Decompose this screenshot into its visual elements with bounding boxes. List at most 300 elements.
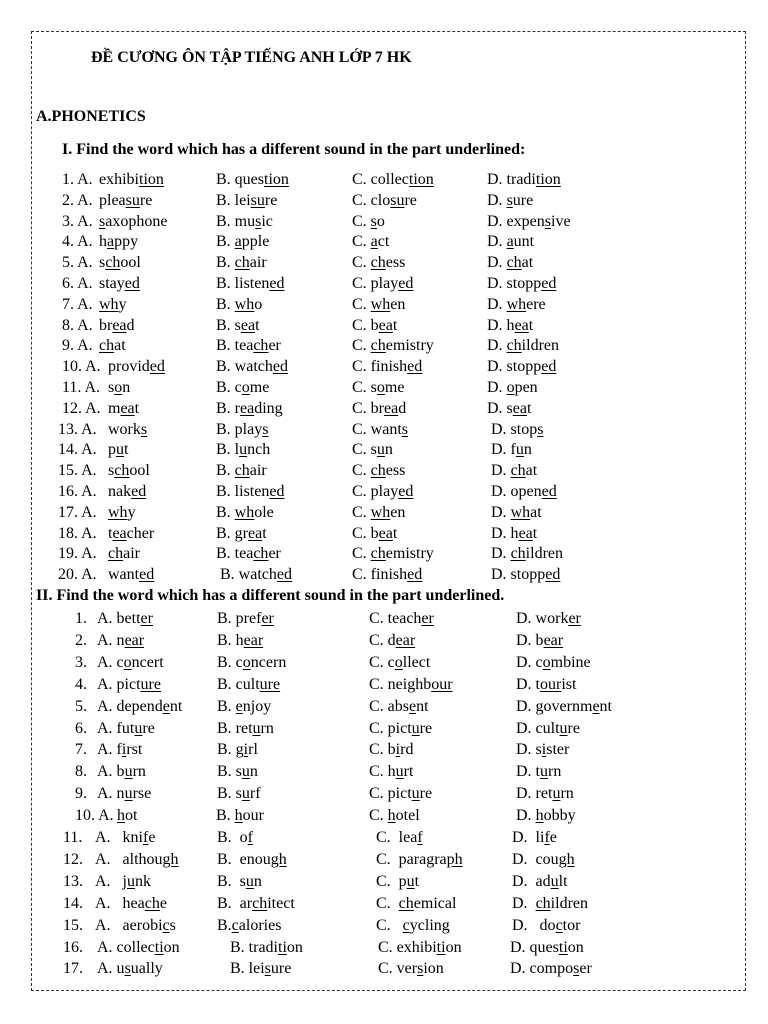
underlined-part: ch — [370, 254, 386, 272]
underlined-part: u — [124, 763, 133, 781]
answer-option: C. teacher — [369, 610, 434, 627]
underlined-part: ti — [436, 938, 446, 956]
underlined-part: ch — [506, 337, 522, 355]
question-number: 3. — [75, 653, 87, 671]
answer-option: B. listened — [216, 275, 285, 292]
answer-option: put — [108, 441, 129, 459]
question-number: 3. A. — [62, 212, 93, 230]
part1-heading: I. Find the word which has a different sound in the part underlined: — [62, 141, 526, 158]
question-number: 7. — [75, 741, 87, 759]
underlined-part: tion — [535, 171, 561, 188]
underlined-part: ch — [253, 337, 269, 355]
answer-option: B. concern — [217, 653, 287, 671]
underlined-part: ea — [518, 524, 533, 542]
answer-option: C. closure — [352, 191, 417, 209]
answer-option: D. combine — [516, 653, 591, 671]
answer-option: naked — [108, 483, 147, 500]
underlined-part: ea — [248, 524, 263, 542]
underlined-part: ch — [370, 462, 386, 480]
underlined-part: u — [245, 872, 254, 890]
underlined-part: h — [234, 807, 243, 825]
answer-option: D. open — [487, 379, 538, 396]
underlined-part: u — [241, 785, 250, 803]
underlined-part: er — [568, 610, 581, 627]
underlined-part: ed — [398, 483, 414, 500]
answer-option: works — [108, 420, 148, 438]
underlined-part: su — [125, 191, 140, 209]
answer-option: stayed — [99, 275, 140, 292]
underlined-part: ch — [144, 894, 160, 912]
underlined-part: c — [402, 916, 410, 934]
question-number: 9. — [75, 785, 87, 803]
underlined-part: ear — [243, 631, 264, 649]
underlined-part: ea — [112, 524, 127, 542]
answer-option: D. chat — [487, 254, 534, 272]
answer-option: C. paragraph — [376, 850, 463, 868]
underlined-part: u — [239, 441, 248, 459]
answer-option: B. watched — [220, 566, 292, 584]
answer-option: D. adult — [512, 872, 568, 890]
answer-option: D. chat — [491, 462, 538, 480]
answer-option: C. dear — [369, 631, 416, 649]
underlined-part: e — [592, 697, 600, 715]
answer-option: D. stopped — [491, 566, 561, 584]
underlined-part: wh — [370, 503, 391, 521]
question-number: 16. — [63, 938, 83, 956]
answer-option: B. teacher — [216, 545, 281, 563]
underlined-part: u — [124, 785, 133, 803]
underlined-part: e — [162, 697, 170, 715]
answer-option: C. beat — [352, 316, 398, 334]
underlined-part: ear — [543, 631, 564, 649]
answer-option: C. neighbour — [369, 675, 453, 693]
answer-option: B. listened — [216, 483, 285, 500]
underlined-part: ed — [149, 358, 165, 376]
answer-option: D. sister — [516, 741, 570, 759]
question-number: 9. A. — [62, 337, 93, 355]
section-heading: A.PHONETICS — [36, 108, 146, 125]
underlined-part: ea — [514, 316, 529, 334]
underlined-part: su — [250, 191, 265, 209]
answer-option: D. children — [512, 894, 588, 912]
answer-option: D. return — [516, 785, 574, 803]
answer-option: why — [108, 503, 136, 521]
underlined-part: u — [127, 872, 135, 890]
underlined-part: e — [235, 697, 243, 715]
underlined-part: ea — [120, 399, 135, 417]
question-number: 1. — [75, 610, 87, 627]
answer-option: D. stopped — [487, 275, 557, 292]
answer-option: D. turn — [516, 763, 562, 781]
answer-option: B. sun — [217, 763, 258, 781]
underlined-part: s — [417, 960, 424, 978]
question-number: 10. A. — [62, 358, 101, 376]
answer-option: C. act — [352, 233, 390, 251]
underlined-part: i — [243, 741, 249, 759]
question-number: 10. A. — [75, 807, 114, 825]
underlined-part: o — [394, 653, 403, 671]
underlined-part: s — [544, 212, 551, 230]
question-number: 15. — [63, 916, 83, 934]
underlined-part: c — [231, 916, 239, 934]
answer-option: C. put — [376, 872, 420, 890]
answer-option: C. chess — [352, 254, 406, 272]
underlined-part: u — [406, 872, 415, 890]
underlined-part: s — [124, 960, 131, 978]
answer-option: D. what — [491, 503, 542, 521]
underlined-part: gh — [558, 850, 575, 868]
answer-option: meat — [108, 399, 140, 417]
answer-option: C. bird — [369, 741, 414, 759]
underlined-part: ti — [558, 938, 568, 956]
underlined-part: s — [401, 420, 409, 438]
underlined-part: ed — [124, 275, 140, 292]
answer-option: C. beat — [352, 524, 398, 542]
answer-option: A. usually — [97, 960, 163, 978]
underlined-part: ea — [378, 316, 393, 334]
answer-option: A. picture — [97, 675, 161, 693]
answer-option: B. leisure — [216, 191, 278, 209]
underlined-part: ure — [259, 675, 281, 693]
answer-option: A. knife — [95, 829, 156, 846]
answer-option: B. surf — [217, 785, 261, 803]
answer-option: D. stopped — [487, 358, 557, 376]
underlined-part: ed — [398, 275, 414, 292]
answer-option: D. question — [510, 938, 584, 956]
underlined-part: u — [241, 763, 250, 781]
underlined-part: ch — [253, 545, 269, 563]
question-number: 8. A. — [62, 316, 93, 334]
answer-option: B. teacher — [216, 337, 281, 355]
question-number: 5. A. — [62, 254, 93, 272]
answer-option: C. hotel — [369, 807, 420, 825]
answer-option: chat — [99, 337, 126, 355]
answer-option: B. enjoy — [217, 697, 272, 715]
underlined-part: ch — [510, 462, 526, 480]
answer-option: C. when — [352, 503, 406, 521]
underlined-part: wh — [370, 295, 391, 313]
question-number: 12. A. — [62, 399, 101, 417]
answer-option: happy — [99, 233, 139, 251]
underlined-part: ed — [541, 358, 557, 376]
underlined-part: ch — [252, 894, 268, 912]
underlined-part: ch — [234, 462, 250, 480]
answer-option: D. culture — [516, 719, 580, 737]
underlined-part: o — [506, 379, 515, 396]
answer-option: D. heat — [487, 316, 534, 334]
underlined-part: er — [421, 610, 434, 627]
underlined-part: wh — [506, 295, 527, 313]
answer-option: C. chemical — [376, 894, 457, 912]
underlined-part: u — [376, 441, 385, 459]
underlined-part: u — [411, 719, 420, 737]
answer-option: A. although — [95, 850, 179, 868]
question-number: 6. A. — [62, 275, 93, 292]
underlined-part: s — [255, 212, 262, 230]
question-number: 7. A. — [62, 295, 93, 313]
answer-option: B. sun — [217, 872, 262, 890]
answer-option: C. finished — [352, 566, 423, 584]
answer-option: C. played — [352, 275, 414, 292]
answer-option: C. played — [352, 483, 414, 500]
answer-option: saxophone — [99, 212, 168, 230]
answer-option: D. fun — [491, 441, 532, 459]
underlined-part: f — [544, 829, 550, 846]
answer-option: B. come — [216, 379, 270, 396]
underlined-part: tion — [264, 171, 289, 188]
underlined-part: c — [555, 916, 563, 934]
question-number: 13. — [63, 872, 83, 890]
answer-option: B. leisure — [230, 960, 292, 978]
underlined-part: wh — [108, 503, 128, 521]
underlined-part: o — [123, 653, 132, 671]
question-number: 8. — [75, 763, 87, 781]
underlined-part: our — [431, 675, 453, 693]
answer-option: C. collect — [369, 653, 431, 671]
underlined-part: s — [537, 420, 544, 438]
underlined-part: a — [506, 233, 514, 251]
underlined-part: ed — [272, 358, 288, 376]
answer-option: B. question — [216, 171, 289, 188]
answer-option: C. finished — [352, 358, 423, 376]
underlined-part: ea — [112, 316, 127, 334]
answer-option: teacher — [108, 524, 155, 542]
answer-option: B. seat — [216, 316, 260, 334]
question-number: 11. A. — [62, 379, 101, 396]
answer-option: son — [108, 379, 131, 396]
underlined-part: ea — [384, 399, 399, 417]
question-number: 16. A. — [58, 483, 97, 500]
answer-option: D. sure — [487, 191, 534, 209]
underlined-part: tion — [408, 171, 434, 188]
answer-option: C. version — [378, 960, 444, 978]
underlined-part: u — [134, 719, 143, 737]
underlined-part: f — [143, 829, 149, 846]
answer-option: C. exhibition — [378, 938, 462, 956]
question-number: 11. — [63, 829, 83, 846]
question-number: 20. A. — [58, 566, 97, 584]
underlined-part: a — [107, 233, 115, 251]
answer-option: C. picture — [369, 719, 433, 737]
underlined-part: ure — [140, 675, 161, 693]
answer-option: D. hobby — [516, 807, 576, 825]
underlined-part: u — [116, 441, 124, 459]
underlined-part: e — [409, 697, 417, 715]
page-title: ĐỀ CƯƠNG ÔN TẬP TIẾNG ANH LỚP 7 HK — [91, 49, 412, 66]
question-number: 4. — [75, 675, 87, 693]
underlined-part: gh — [162, 850, 179, 868]
answer-option: D. stops — [491, 420, 544, 438]
answer-option: D. heat — [491, 524, 538, 542]
answer-option: exhibition — [99, 171, 164, 188]
answer-option: C. wants — [352, 420, 409, 438]
answer-option: C. absent — [369, 697, 429, 715]
underlined-part: c — [162, 916, 170, 934]
underlined-part: u — [515, 441, 524, 459]
answer-option: D. expensive — [487, 212, 571, 230]
underlined-part: ed — [131, 483, 147, 500]
underlined-part: ear — [124, 631, 145, 649]
answer-option: A. nurse — [97, 785, 152, 803]
question-number: 14. — [63, 894, 83, 912]
underlined-part: ed — [541, 275, 557, 292]
underlined-part: ch — [108, 545, 124, 563]
answer-option: C. some — [352, 379, 405, 396]
answer-option: A. concert — [97, 653, 164, 671]
answer-option: A. future — [97, 719, 155, 737]
answer-option: B. architect — [217, 894, 295, 912]
answer-option: C. sun — [352, 441, 393, 459]
answer-option: B. music — [216, 212, 273, 230]
underlined-part: er — [261, 610, 274, 627]
underlined-part: ch — [398, 894, 414, 912]
underlined-part: s — [573, 960, 580, 978]
answer-option: chair — [108, 545, 140, 563]
underlined-part: ti — [154, 938, 164, 956]
answer-option: C. picture — [369, 785, 433, 803]
underlined-part: ch — [370, 337, 386, 355]
answer-option: D. doctor — [512, 916, 581, 934]
underlined-part: ch — [234, 254, 250, 272]
underlined-part: h — [535, 807, 544, 825]
underlined-part: f — [417, 829, 423, 846]
underlined-part: ea — [240, 399, 255, 417]
answer-option: D. opened — [491, 483, 557, 500]
question-number: 4. A. — [62, 233, 93, 251]
answer-option: B. great — [216, 524, 267, 542]
answer-option: school — [108, 462, 150, 480]
underlined-part: i — [395, 741, 401, 759]
underlined-part: ed — [269, 275, 285, 292]
answer-option: A. burn — [97, 763, 146, 781]
underlined-part: su — [390, 191, 405, 209]
answer-option: D. children — [491, 545, 563, 563]
answer-option: B. hour — [216, 807, 264, 825]
question-number: 2. — [75, 631, 87, 649]
answer-option: B. who — [216, 295, 263, 313]
answer-option: B. enough — [217, 850, 287, 868]
underlined-part: u — [252, 719, 261, 737]
underlined-part: ch — [99, 337, 115, 355]
underlined-part: ti — [278, 938, 287, 956]
underlined-part: ed — [269, 483, 285, 500]
answer-option: C. leaf — [376, 829, 423, 846]
answer-option: bread — [99, 316, 135, 334]
answer-option: A. dependent — [97, 697, 183, 715]
question-number: 1. A. — [62, 171, 93, 188]
answer-option: why — [99, 295, 127, 313]
answer-option: D. tradition — [487, 171, 561, 188]
question-number: 15. A. — [58, 462, 97, 480]
underlined-part: s — [264, 960, 271, 978]
underlined-part: ea — [240, 316, 256, 334]
underlined-part: ph — [446, 850, 463, 868]
answer-option: B. of — [217, 829, 253, 846]
question-number: 6. — [75, 719, 87, 737]
underlined-part: a — [370, 233, 378, 251]
question-number: 13. A. — [58, 420, 97, 438]
answer-option: C. bread — [352, 399, 407, 417]
answer-option: pleasure — [99, 191, 153, 209]
answer-option: B. apple — [216, 233, 270, 251]
answer-option: B. prefer — [217, 610, 274, 627]
underlined-part: s — [262, 420, 269, 438]
question-number: 5. — [75, 697, 87, 715]
answer-option: D. tourist — [516, 675, 577, 693]
underlined-part: ch — [114, 462, 130, 480]
answer-option: provided — [108, 358, 165, 376]
underlined-part: i — [121, 741, 127, 759]
question-number: 14. A. — [58, 441, 97, 459]
answer-option: B. hear — [217, 631, 264, 649]
answer-option: wanted — [108, 566, 155, 584]
answer-option: D. bear — [516, 631, 564, 649]
answer-option: D. composer — [510, 960, 592, 978]
underlined-part: ch — [506, 254, 522, 272]
underlined-part: our — [540, 675, 562, 693]
underlined-part: ea — [512, 399, 527, 417]
underlined-part: s — [99, 212, 106, 230]
answer-option: C. chemistry — [352, 545, 434, 563]
question-number: 12. — [63, 850, 83, 868]
underlined-part: wh — [510, 503, 531, 521]
underlined-part: s — [506, 191, 513, 209]
underlined-part: ed — [541, 483, 557, 500]
answer-option: B. return — [217, 719, 274, 737]
question-number: 17. A. — [58, 503, 97, 521]
question-number: 19. A. — [58, 545, 97, 563]
answer-option: C. hurt — [369, 763, 414, 781]
underlined-part: ed — [139, 566, 155, 584]
answer-option: D. seat — [487, 399, 532, 417]
underlined-part: ch — [105, 254, 121, 272]
answer-option: A. aerobics — [95, 916, 176, 934]
answer-option: C. so — [352, 212, 385, 230]
answer-option: B. reading — [216, 399, 283, 417]
question-number: 2. A. — [62, 191, 93, 209]
underlined-part: i — [541, 741, 547, 759]
underlined-part: wh — [234, 503, 255, 521]
answer-option: D. cough — [512, 850, 575, 868]
answer-option: B. watched — [216, 358, 288, 376]
answer-option: D. government — [516, 697, 612, 715]
underlined-part: ch — [370, 545, 386, 563]
underlined-part: o — [242, 653, 251, 671]
answer-option: A. junk — [95, 872, 151, 890]
underlined-part: u — [550, 872, 559, 890]
underlined-part: u — [395, 763, 404, 781]
answer-option: D. life — [512, 829, 557, 846]
answer-option: D. children — [487, 337, 559, 355]
part2-heading: II. Find the word which has a different sound in the part underlined. — [36, 587, 505, 604]
question-number: 18. A. — [58, 524, 97, 542]
underlined-part: ear — [395, 631, 416, 649]
underlined-part: f — [247, 829, 253, 846]
answer-option: B. chair — [216, 462, 267, 480]
underlined-part: a — [234, 233, 242, 251]
answer-option: D. where — [487, 295, 546, 313]
underlined-part: s — [140, 420, 148, 438]
answer-option: C. when — [352, 295, 406, 313]
answer-option: B. chair — [216, 254, 267, 272]
answer-option: C. chemistry — [352, 337, 434, 355]
underlined-part: o — [542, 653, 551, 671]
answer-option: A. collection — [97, 938, 180, 956]
underlined-part: er — [140, 610, 153, 627]
answer-option: school — [99, 254, 141, 272]
underlined-part: u — [540, 763, 548, 781]
answer-option: hot — [117, 807, 138, 825]
